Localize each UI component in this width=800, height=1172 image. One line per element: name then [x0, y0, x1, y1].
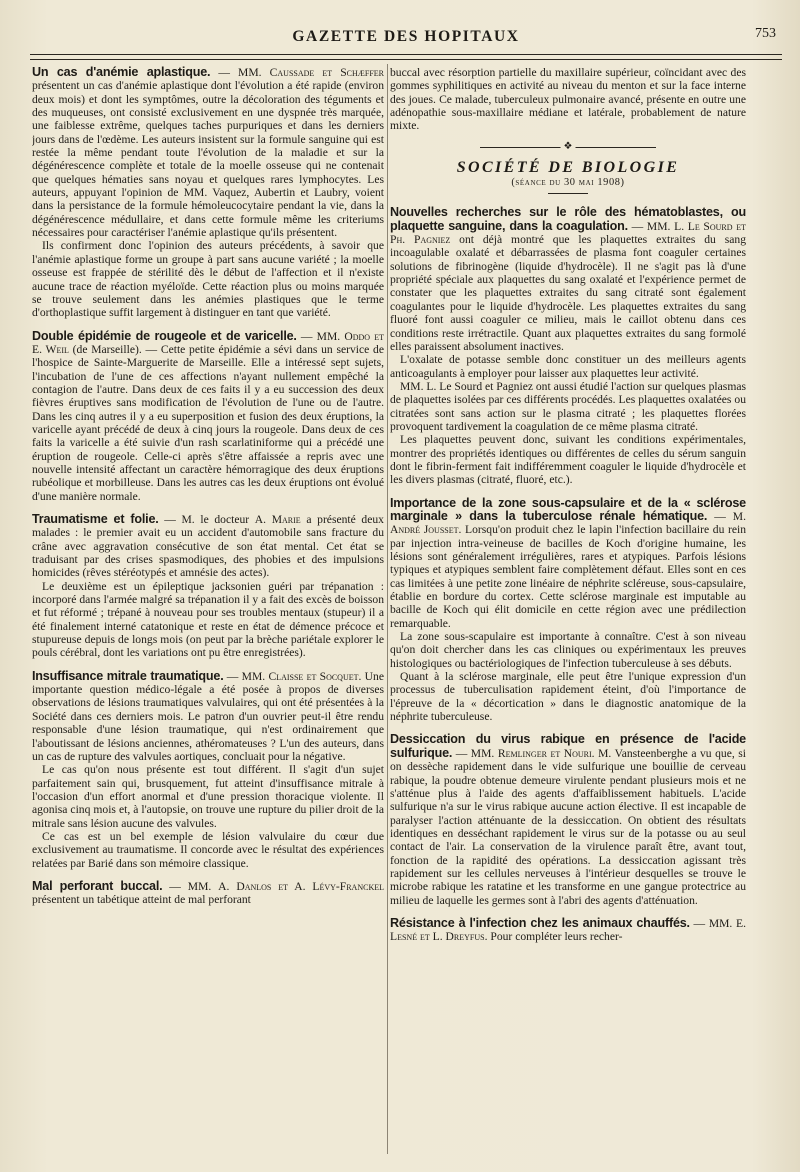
article-paragraph: Le cas qu'on nous présente est tout différent. Il s'agit d'un sujet parfaitement sain qui, brusquement, fut atteint d'insuffisance mitrale à l'occasion d'un effort anormal et d'une pression thoracique violente. Il agonisa cinq mois et, à l'autopsie, on trouve une rupture du pilier droit de la mitrale sans lésion aucune des valvules.	[32, 763, 384, 830]
article-text: (de Marseille). — Cette petite épidémie a sévi dans un service de l'hospice de Sainte-Marguerite de Marseille. Elle a intéressé sept sujets, l'incubation de l'une de ces affections n'ayant nullement empêché la contagion de l'autre. Dans deux de ces faits il y a eu succession des deux fièvres éruptives sans modification de l'évolution de l'une ou de l'autre. Dans les cinq autres il y a eu superposition et fusion des deux éruptions, la varicelle ayant précédé de deux à cinq jours la rougeole. Dans deux de ces faits la varicelle a été suivie d'un rash scarlatiniforme qui a précédé une éruption de rougeole. Celle-ci après s'être affaissée a repris avec une nouvelle intensité affectant un caractère hémorragique des deux éruptions rubéolique et morbilleuse. Dans les autres cas les deux éruptions ont évolué d'une manière normale.	[32, 342, 384, 503]
article-paragraph: Quant à la sclérose marginale, elle peut être l'unique expression d'un processus de tuberculisation rapidement éteint, d'où l'importance de l'épreuve de la « décortication » dans le diagnostic anatomique de la néphrite tuberculeuse.	[390, 670, 746, 724]
article-text: . Pour compléter leurs recher-	[484, 930, 623, 944]
article-dash: — MM.	[296, 329, 345, 343]
article-title: Dessiccation du virus rabique en présence de l'acide sulfurique.	[390, 732, 746, 760]
article-paragraph: La zone sous-scapulaire est importante à connaître. C'est à son niveau qu'on doit chercher dans les cas cliniques ou expérimentaux les preuves histologiques ou bactériologiques de l'infection tuberculeuse à ses débuts.	[390, 630, 746, 670]
article-dash: — MM.	[210, 66, 270, 79]
article-paragraph: L'oxalate de potasse semble donc constituer un des meilleurs agents anticoagulants à employer pour laisser aux plaquettes leur activité.	[390, 353, 746, 380]
article-title: Un cas d'anémie aplastique.	[32, 66, 211, 79]
article-paragraph: buccal avec résorption partielle du maxillaire supérieur, coïncidant avec des gommes syphilitiques en activité au niveau du menton et sur la face interne des joues. Ce malade, tuberculeux pulmonaire avancé, présente en outre une adénopathie sous-maxillaire médiane et latérale, probablement de nature mixte.	[390, 66, 746, 133]
article-dash: — MM.	[162, 879, 219, 893]
article-paragraph	[390, 206, 746, 353]
article-dash: — MM.	[223, 669, 269, 683]
article-paragraph	[390, 497, 746, 630]
article-hematoblastes	[390, 206, 746, 486]
article-authors: A. Danlos et A. Lévy-Franckel	[218, 879, 384, 893]
article-mal-perforant	[32, 880, 384, 907]
article-dash: — MM.	[452, 746, 498, 760]
article-mal-perforant-continuation	[390, 66, 746, 133]
session-date: (séance du 30 mai 1908)	[511, 177, 625, 189]
article-paragraph	[32, 330, 384, 503]
article-paragraph	[32, 670, 384, 763]
article-virus-rabique	[390, 733, 746, 906]
article-paragraph: MM. L. Le Sourd et Pagniez ont aussi étudié l'action sur quelques plasmas de plaquettes isolées par ces différents procédés. Les plaquettes oxalatées ou citratées sont sans action sur le plasma citraté ; les plaquettes florées provoquent tardivement la coagulation de ce même plasma citraté.	[390, 379, 746, 433]
section-session	[390, 176, 746, 189]
ornament-separator	[390, 140, 746, 153]
header-rule	[30, 54, 782, 60]
article-paragraph	[32, 880, 384, 907]
article-authors: L. Le Sourd et Ph. Pagniez	[390, 219, 746, 247]
article-paragraph: Les plaquettes peuvent donc, suivant les conditions expérimentales, montrer des propriétés identiques ou différentes de celles du sérum sanguin dont le fibrin-ferment fait indifféremment coaguler le liquide d'hydrocèle et les divers plasmas (citraté, fluoré, etc.).	[390, 433, 746, 487]
article-animaux-chauffes	[390, 917, 746, 944]
article-text: ont déjà montré que les plaquettes extraites du sang incoagulable oxalaté et débarrassées de plasma font coaguler certaines solutions de fibrinogène (liquide d'hydrocèle). Il ne s'agit pas là d'une propriété spéciale aux plaquettes du sang oxalaté et l'expérience permet de constater que les plaquettes extraites du sang citraté sont également coagulantes pour le liquide d'hydrocèle. Les plaquettes extraites du sang fluoré font aussi coaguler ce milieu, mais le caillot obtenu dans ces conditions reste irrétractile. Quant aux plaquettes extraites du sang formolé elles paraissent absolument inactives.	[390, 233, 746, 353]
article-dash: — M.	[707, 509, 746, 523]
article-authors: Caussade et Schæffer	[269, 66, 384, 79]
article-title: Double épidémie de rougeole et de varicelle.	[32, 328, 297, 343]
article-authors: Claisse et Socquet	[268, 669, 359, 683]
article-title: Résistance à l'infection chez les animaux chauffés.	[390, 915, 690, 930]
article-authors: Remlinger et Nouri	[497, 746, 592, 760]
article-title: Nouvelles recherches sur le rôle des hématoblastes, ou plaquette sanguine, dans la coagulation.	[390, 205, 746, 233]
section-title: SOCIÉTÉ DE BIOLOGIE	[456, 158, 680, 176]
article-anemie-aplastique	[32, 66, 384, 320]
article-authors: E. Lesné et L. Dreyfus	[390, 916, 746, 944]
column-divider	[387, 64, 388, 1154]
article-paragraph: Le deuxième est un épileptique jacksonien guéri par trépanation : incorporé dans l'armée malgré sa trépanation il y a fait des excès de boisson et fut réformé ; trépané à nouveau pour ses troubles mentaux (stupeur) il a été finalement interné catatonique et reste en état de démence précoce et stupureuse depuis de longs mois (on peut par la brèche pariétale explorer le pouls cérébral, dont les variations ont pu être enregistrées).	[32, 579, 384, 660]
article-rougeole-varicelle	[32, 330, 384, 503]
article-paragraph	[390, 733, 746, 906]
article-text: . Lorsqu'on produit chez le lapin l'infection bacillaire du rein par injection intra-veineuse de bacilles de Koch d'origine humaine, les lésions sont généralement irrégulières, rares et atypiques. Parfois lésions typiques et atypiques semblent faire complètement défaut. Elles sont en ces cas limitées à une petite zone linéaire de néphrite scléreuse, sous-capsulaire, établie en bordure du cortex. Cette sclérose marginale est imputable au bacille de Koch qui élit domicile en cette région avec une prédilection remarquable.	[390, 523, 746, 630]
article-title: Insuffisance mitrale traumatique.	[32, 668, 224, 683]
journal-title: GAZETTE DES HOPITAUX	[292, 28, 520, 45]
page-header	[30, 22, 782, 48]
ornament-icon: ❖	[561, 140, 576, 153]
article-title: Importance de la zone sous-capsulaire et de la « sclérose marginale » dans la tuberculose rénale hématique.	[390, 495, 746, 523]
article-text: présentent un cas d'anémie aplastique dont l'évolution a été rapide (environ deux mois) et dont les symptômes, outre la décoloration des téguments et des muqueuses, ont consisté exclusivement en une dyspnée très marquée, une faiblesse extrême, quelques taches purpuriques et dans les derniers jours dans de l'œdème. Les auteurs insistent sur la formule sanguine qui est restée la même pendant toute l'évolution de la maladie et sur la dégénérescence complète et totale de la moelle osseuse qui ne contenait que quelques hématies sans noyau et quelques rares lymphocytes. Les auteurs, appuyant l'opinion de MM. Vaquez, Aubertin et Laubry, voient dans la persistance de la formule hémoleucocytaire pendant la vie, dans la dégénérescence médullaire, et dans cette formule même les criteriums nécessaires pour caractériser l'anémie aplastique qu'ils présentent.	[32, 79, 384, 240]
article-authors: André Jousset	[390, 523, 459, 537]
article-authors: A. Marie	[254, 513, 301, 526]
article-dash: — MM.	[689, 916, 737, 930]
article-paragraph	[32, 66, 384, 239]
article-traumatisme-folie	[32, 513, 384, 660]
article-title: Mal perforant buccal.	[32, 878, 163, 893]
article-text: présentent un tabétique atteint de mal perforant	[32, 893, 251, 907]
section-rule	[548, 193, 588, 194]
article-insuffisance-mitrale	[32, 670, 384, 870]
article-text: . Une importante question médico-légale a été posée à propos de diverses observations de lésions traumatiques valvulaires, qui ont été présentées à la Société dans ces derniers mois. Le patron d'un ouvrier peut-il être rendu responsable d'une lésion traumatique, qui n'est ordinairement que l'aboutissant de lésions anciennes, athéromateuses ? L'un des auteurs, dans un cas de rupture des valvules aortiques, concluait pour la négative.	[32, 669, 384, 763]
page-number: 753	[755, 26, 776, 41]
article-paragraph	[390, 917, 746, 944]
article-authors: Oddo et E. Weil	[32, 329, 384, 356]
article-tuberculose-renale	[390, 497, 746, 724]
article-dash: — MM.	[627, 219, 675, 233]
article-paragraph	[32, 513, 384, 580]
left-column	[32, 66, 384, 1156]
article-paragraph: Ils confirment donc l'opinion des auteurs précédents, à savoir que l'anémie aplastique forme un groupe à part sans aucune variété ; la moelle osseuse est frappée de stérilité dès le début de l'affection et il n'existe aucune trace de réaction myéloïde. Cette réaction plus ou moins marquée se trouve seulement dans les anémies plastiques que le terme d'orthoplastique suffit largement à distinguer en tant que variété.	[32, 239, 384, 320]
article-title: Traumatisme et folie.	[32, 512, 159, 526]
article-dash: — M. le docteur	[158, 513, 255, 526]
article-paragraph: Ce cas est un bel exemple de lésion valvulaire du cœur due exclusivement au traumatisme. Il concorde avec le résultat des expériences relatées par Barié dans son mémoire classique.	[32, 829, 384, 870]
article-text: . M. Vansteenberghe a vu que, si on dessèche rapidement dans le vide sulfurique une bouillie de cerveau rabique, la poudre obtenue demeure virulente pendant plusieurs mois et ne s'atténue plus à l'aide des agents d'affaiblissement habituels. L'acide sulfurique n'a sur le virus rabique aucune action élective. Il est incapable de paralyser l'action atténuante de la dessiccation. On obtient des résultats identiques en desséchant rapidement le virus sur de la potasse ou au seul contact de l'air. La conservation de la virulence paraît être, avant tout, fonction de la rapidité des opérations. La dessiccation agissant très rapidement sur les cellules nerveuses à l'intérieur desquelles se trouve le microbe rabique les ratatine et les transforme en une gangue protectrice au milieu de laquelle les germes sont à l'abri des agents d'atténuation.	[390, 746, 746, 907]
article-text: a présenté deux malades : le premier avait eu un accident d'automobile sans fracture du crâne avec aggravation consécutive de son état mental. Cet état se traduisant par des crises spasmodiques, des phobies et des impulsions homicides (rêves stéréotypés et amnésie des actes).	[32, 513, 384, 580]
right-column	[390, 66, 746, 1156]
